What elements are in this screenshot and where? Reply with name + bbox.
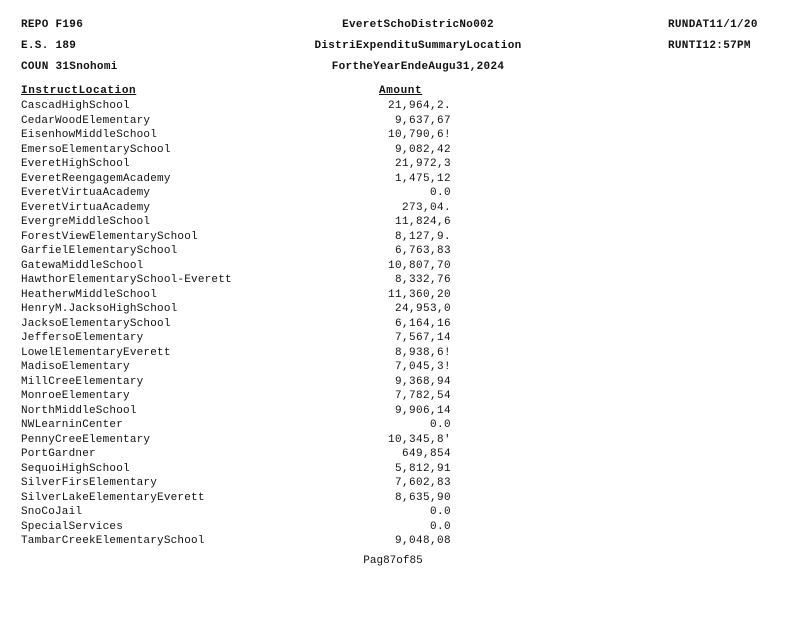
table-row	[21, 404, 461, 419]
location-cell: EvergreMiddleSchool	[21, 216, 151, 228]
table-row	[21, 418, 461, 433]
table-row	[21, 128, 461, 143]
county: COUN 31Snohomi	[21, 61, 118, 73]
amount-cell: 9,368,94	[394, 375, 451, 388]
amount-cell: 24,953,0	[394, 303, 451, 315]
table-row	[21, 447, 461, 462]
report-header-center	[300, 15, 536, 78]
table-row	[21, 143, 461, 158]
amount-cell: 10,790,6!	[387, 129, 451, 141]
amount-cell: 0.0	[429, 419, 451, 431]
amount-cell: 9,082,42	[394, 143, 451, 156]
amount-cell: 8,332,76	[394, 274, 451, 286]
table-row	[21, 534, 461, 549]
amount-cell: 6,763,83	[394, 245, 451, 257]
table-row	[21, 230, 461, 245]
table-row	[21, 491, 461, 506]
amount-cell: 9,906,14	[394, 404, 451, 417]
page-number: Pag87of85	[363, 555, 423, 567]
table-row	[21, 476, 461, 491]
amount-cell: 11,360,20	[387, 288, 451, 301]
location-cell: CedarWoodElementary	[21, 114, 151, 127]
run-time: RUNTI12:57PM	[668, 40, 751, 52]
table-row	[21, 505, 461, 520]
location-cell: SnoCoJail	[21, 506, 83, 518]
report-header-left	[21, 15, 118, 78]
table-row	[21, 375, 461, 390]
location-cell: SpecialServices	[21, 520, 124, 533]
table-row	[21, 259, 461, 274]
table-row	[21, 331, 461, 346]
location-cell: TambarCreekElementarySchool	[21, 535, 205, 547]
location-cell: MadisoElementary	[21, 361, 130, 373]
location-cell: GarfielElementarySchool	[21, 245, 178, 257]
location-cell: HawthorElementarySchool-Everett	[21, 274, 232, 286]
column-header-location: InstructLocation	[21, 85, 137, 97]
location-cell: ForestViewElementarySchool	[21, 230, 198, 243]
table-row	[21, 317, 461, 332]
table-row	[21, 302, 461, 317]
location-cell: HeatherwMiddleSchool	[21, 288, 158, 301]
report-title: DistriExpendituSummaryLocation	[314, 40, 522, 52]
table-body	[21, 99, 461, 549]
amount-cell: 649,854	[401, 448, 451, 460]
location-cell: SilverLakeElementaryEverett	[21, 491, 205, 504]
amount-cell: 5,812,91	[394, 462, 451, 475]
table-row	[21, 520, 461, 535]
amount-cell: 11,824,6	[394, 216, 451, 228]
table-row	[21, 360, 461, 375]
amount-cell: 273,04.	[401, 201, 451, 214]
table-row	[21, 244, 461, 259]
amount-cell: 6,164,16	[394, 317, 451, 330]
location-cell: MillCreeElementary	[21, 375, 144, 388]
table-row	[21, 433, 461, 448]
fiscal-period: FortheYearEndeAugu31,2024	[331, 61, 505, 73]
expenditure-table	[21, 83, 461, 549]
amount-cell: 7,782,54	[394, 390, 451, 402]
table-row	[21, 172, 461, 187]
amount-cell: 21,964,2.	[387, 100, 451, 112]
location-cell: SilverFirsElementary	[21, 477, 158, 489]
amount-cell: 9,048,08	[394, 535, 451, 547]
table-row	[21, 186, 461, 201]
amount-cell: 0.0	[429, 520, 451, 533]
table-row	[21, 99, 461, 114]
amount-cell: 0.0	[429, 187, 451, 199]
column-header-amount: Amount	[379, 85, 423, 97]
table-row	[21, 288, 461, 303]
location-cell: HenryM.JacksoHighSchool	[21, 303, 178, 315]
location-cell: EisenhowMiddleSchool	[21, 129, 158, 141]
amount-cell: 7,602,83	[394, 477, 451, 489]
amount-cell: 1,475,12	[394, 172, 451, 185]
amount-cell: 10,345,8'	[387, 433, 451, 446]
location-cell: EveretVirtuaAcademy	[21, 187, 151, 199]
table-row	[21, 273, 461, 288]
amount-cell: 7,567,14	[394, 332, 451, 344]
location-cell: JacksoElementarySchool	[21, 317, 171, 330]
amount-cell: 21,972,3	[394, 158, 451, 170]
run-date: RUNDAT11/1/20	[668, 19, 758, 31]
report-id: REPO F196	[21, 19, 84, 31]
location-cell: SequoiHighSchool	[21, 462, 130, 475]
amount-cell: 9,637,67	[394, 114, 451, 127]
location-cell: EmersoElementarySchool	[21, 143, 171, 156]
location-cell: NorthMiddleSchool	[21, 404, 137, 417]
location-cell: EveretReengagemAcademy	[21, 172, 171, 185]
table-row	[21, 389, 461, 404]
location-cell: EveretHighSchool	[21, 158, 130, 170]
table-row	[21, 346, 461, 361]
location-cell: LowelElementaryEverett	[21, 346, 171, 359]
location-cell: PortGardner	[21, 448, 96, 460]
table-row	[21, 215, 461, 230]
location-cell: EveretVirtuaAcademy	[21, 201, 151, 214]
table-row	[21, 462, 461, 477]
table-row	[21, 201, 461, 216]
location-cell: GatewaMiddleSchool	[21, 259, 144, 272]
location-cell: MonroeElementary	[21, 390, 130, 402]
amount-cell: 10,807,70	[387, 259, 451, 272]
location-cell: PennyCreeElementary	[21, 433, 151, 446]
amount-cell: 0.0	[429, 506, 451, 518]
amount-cell: 7,045,3!	[394, 361, 451, 373]
table-header	[21, 83, 461, 99]
es-number: E.S. 189	[21, 40, 77, 52]
location-cell: JeffersoElementary	[21, 332, 144, 344]
amount-cell: 8,635,90	[394, 491, 451, 504]
table-row	[21, 157, 461, 172]
district-name: EveretSchoDistricNo002	[342, 19, 494, 31]
location-cell: CascadHighSchool	[21, 100, 130, 112]
amount-cell: 8,127,9.	[394, 230, 451, 243]
report-header-right	[668, 15, 758, 57]
table-row	[21, 114, 461, 129]
location-cell: NWLearninCenter	[21, 419, 124, 431]
amount-cell: 8,938,6!	[394, 346, 451, 359]
